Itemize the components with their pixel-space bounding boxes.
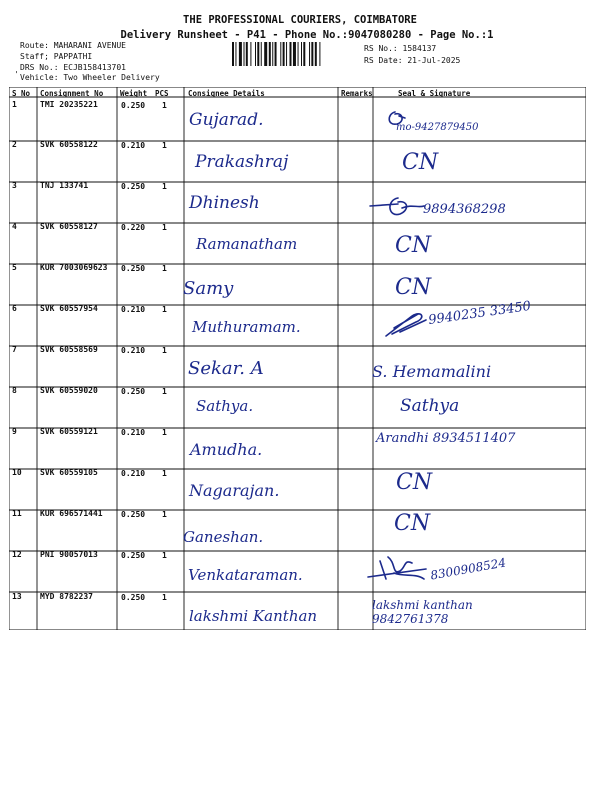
company-title: THE PROFESSIONAL COURIERS, COIMBATORE	[183, 14, 417, 26]
row-consignee: Sekar. A	[188, 358, 264, 379]
row-sno: 11	[12, 509, 22, 518]
col-seal-header: Seal & Signature	[398, 89, 471, 98]
col-sno-header: S No	[12, 89, 31, 98]
row-signature: CN	[395, 275, 432, 300]
vehicle-label: Vehicle: Two Wheeler Delivery	[20, 73, 160, 82]
rs-date: RS Date: 21-Jul-2025	[364, 56, 461, 65]
tick-mark-icon: '	[14, 70, 19, 79]
row-pcs: 1	[162, 551, 167, 560]
row-consignee: lakshmi Kanthan	[189, 607, 318, 625]
row-weight: 0.250	[121, 510, 146, 519]
runsheet-title: Delivery Runsheet - P41 - Phone No.:9047080280 - Page No.:1	[120, 29, 494, 41]
row-consignee: Ganeshan.	[183, 528, 264, 546]
row-pcs: 1	[162, 264, 167, 273]
row-consignee: Ramanatham	[196, 235, 298, 253]
col-consignee-header: Consignee Details	[188, 89, 265, 98]
row-pcs: 1	[162, 141, 167, 150]
row-weight: 0.210	[121, 141, 146, 150]
row-sno: 12	[12, 550, 22, 559]
row-signature: 9940235 33450	[427, 298, 532, 329]
row-weight: 0.210	[121, 469, 146, 478]
row-sno: 10	[12, 468, 22, 477]
staff-label: Staff; PAPPATHI	[20, 52, 93, 61]
row-consignee: Amudha.	[190, 440, 263, 459]
row-consignment: PNI 90057013	[40, 550, 98, 559]
row-sno: 2	[12, 140, 17, 149]
col-weight-header: Weight	[120, 89, 148, 98]
row-sno: 13	[12, 592, 22, 601]
row-sno: 1	[12, 100, 17, 109]
row-weight: 0.210	[121, 346, 146, 355]
row-consignment: KUR 7003069623	[40, 263, 108, 272]
row-consignee: Gujarad.	[189, 110, 264, 130]
row-weight: 0.210	[121, 428, 146, 437]
signature-scribble-icon	[368, 194, 428, 224]
route-label: Route: MAHARANI AVENUE	[20, 41, 126, 50]
row-consignment: TMI 20235221	[40, 100, 98, 109]
row-pcs: 1	[162, 223, 167, 232]
row-consignment: MYD 8782237	[40, 592, 93, 601]
row-pcs: 1	[162, 428, 167, 437]
row-sno: 6	[12, 304, 17, 313]
signature-scribble-icon	[382, 308, 432, 340]
row-weight: 0.250	[121, 101, 146, 110]
row-pcs: 1	[162, 182, 167, 191]
barcode-icon	[232, 42, 349, 66]
row-weight: 0.250	[121, 387, 146, 396]
drs-label: DRS No.: ECJB158413701	[20, 63, 126, 72]
signature-scribble-icon	[385, 108, 415, 130]
col-pcs-header: PCS	[155, 89, 169, 98]
row-sno: 4	[12, 222, 17, 231]
row-sno: 7	[12, 345, 17, 354]
col-consignment-header: Consignment No	[40, 89, 104, 98]
row-signature: CN	[396, 470, 433, 495]
row-consignment: SVK 60559020	[40, 386, 98, 395]
row-weight: 0.250	[121, 593, 146, 602]
row-consignee: Prakashraj	[195, 152, 289, 172]
row-consignment: SVK 60558569	[40, 345, 98, 354]
row-weight: 0.220	[121, 223, 146, 232]
row-signature: Sathya	[400, 396, 460, 416]
row-pcs: 1	[162, 101, 167, 110]
row-consignment: SVK 60557954	[40, 304, 98, 313]
row-signature: CN	[395, 233, 432, 258]
row-pcs: 1	[162, 387, 167, 396]
row-consignee: Dhinesh	[189, 193, 260, 213]
row-weight: 0.250	[121, 182, 146, 191]
col-remarks-header: Remarks	[341, 89, 373, 98]
row-weight: 0.250	[121, 264, 146, 273]
rs-number: RS No.: 1584137	[364, 44, 437, 53]
row-pcs: 1	[162, 305, 167, 314]
row-sno: 9	[12, 427, 17, 436]
row-sno: 3	[12, 181, 17, 190]
row-consignment: SVK 60559105	[40, 468, 98, 477]
row-consignee: Nagarajan.	[189, 481, 280, 500]
row-consignment: SVK 60558122	[40, 140, 98, 149]
row-signature: Arandhi 8934511407	[376, 431, 516, 446]
row-consignment: SVK 60559121	[40, 427, 98, 436]
row-signature: S. Hemamalini	[372, 362, 492, 381]
row-sno: 8	[12, 386, 17, 395]
row-weight: 0.250	[121, 551, 146, 560]
row-signature: lakshmi kanthan 9842761378	[372, 598, 473, 626]
row-signature: 9894368298	[423, 202, 506, 217]
row-consignee: Samy	[183, 278, 234, 299]
row-weight: 0.210	[121, 305, 146, 314]
row-consignee: Muthuramam.	[192, 318, 301, 336]
row-signature: CN	[402, 150, 439, 175]
signature-scribble-icon	[366, 553, 430, 583]
row-pcs: 1	[162, 593, 167, 602]
row-consignment: SVK 60558127	[40, 222, 98, 231]
row-pcs: 1	[162, 510, 167, 519]
table-grid	[9, 87, 586, 630]
row-signature: mo-9427879450	[396, 122, 479, 133]
row-sno: 5	[12, 263, 17, 272]
row-pcs: 1	[162, 469, 167, 478]
row-consignee: Sathya.	[196, 397, 254, 415]
row-consignee: Venkataraman.	[188, 566, 303, 584]
row-consignment: KUR 696571441	[40, 509, 103, 518]
row-consignment: TNJ 133741	[40, 181, 89, 190]
row-signature: CN	[394, 511, 431, 536]
row-pcs: 1	[162, 346, 167, 355]
row-signature: 8300908524	[429, 555, 507, 583]
